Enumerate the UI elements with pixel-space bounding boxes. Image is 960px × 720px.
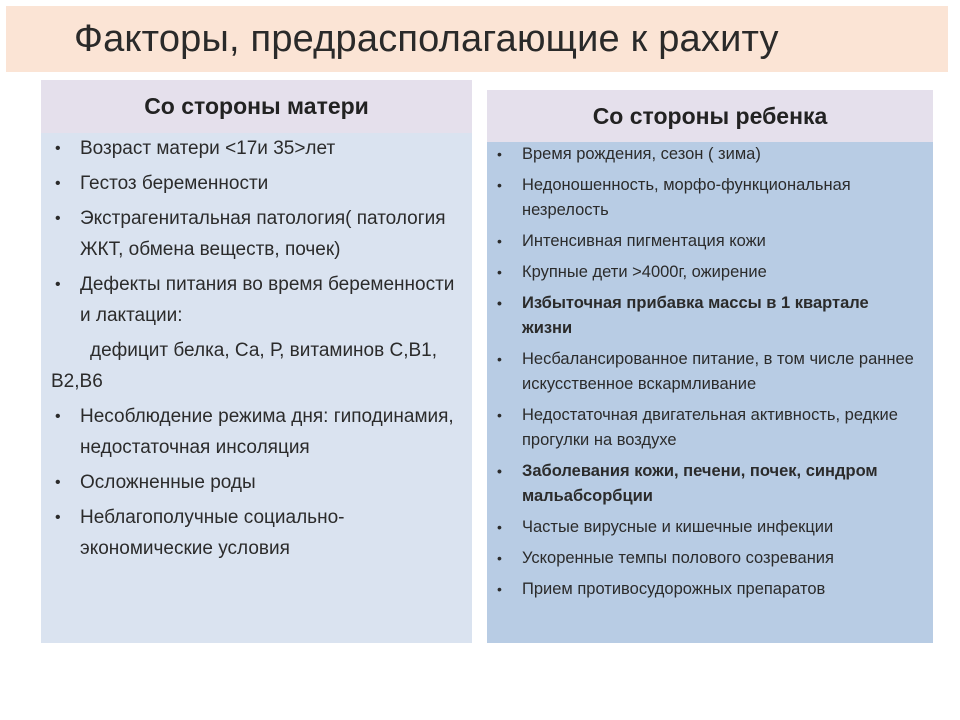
bullet-icon: •	[55, 210, 61, 227]
page-title: Факторы, предрасполагающие к рахиту	[74, 17, 779, 60]
list-item: • Дефекты питания во время беременности и лактации:	[41, 269, 472, 331]
list-item: • Недостаточная двигательная активность, редкие прогулки на воздухе	[487, 403, 933, 453]
bullet-icon: •	[55, 509, 61, 526]
list-item: • Экстрагенитальная патология( патология ЖКТ, обмена веществ, почек)	[41, 203, 472, 265]
bullet-icon: •	[497, 177, 502, 193]
bullet-icon: •	[497, 581, 502, 597]
bullet-icon: •	[55, 408, 61, 425]
bullet-icon: •	[497, 550, 502, 566]
bullet-icon: •	[497, 295, 502, 311]
child-column-header	[487, 90, 933, 142]
list-item: • Неблагополучные социально-экономические условия	[41, 502, 472, 564]
list-item: • Несоблюдение режима дня: гиподинамия, недостаточная инсоляция	[41, 401, 472, 463]
bullet-icon: •	[55, 175, 61, 192]
bullet-icon: •	[497, 351, 502, 367]
bullet-icon: •	[497, 463, 502, 479]
mother-column-header	[41, 80, 472, 133]
bullet-icon: •	[497, 146, 502, 162]
list-item: • Недоношенность, морфо-функциональная незрелость	[487, 173, 933, 223]
list-item: • Возраст матери <17и 35>лет	[41, 133, 472, 164]
bullet-icon: •	[497, 519, 502, 535]
deficiency-sub-line: дефицит белка, Са, Р, витаминов С,В1, В2,В6	[51, 340, 438, 392]
list-item: • Интенсивная пигментация кожи	[487, 229, 933, 254]
mother-column-body	[41, 133, 472, 643]
child-column-title: Со стороны ребенка	[592, 102, 828, 129]
mother-column-title: Со стороны матери	[144, 93, 369, 119]
bullet-icon: •	[55, 474, 61, 491]
list-item: • Избыточная прибавка массы в 1 квартале жизни	[487, 291, 933, 341]
bullet-icon: •	[497, 407, 502, 423]
title-bar	[6, 6, 948, 72]
child-factors-list	[487, 142, 933, 608]
bullet-icon: •	[55, 140, 61, 157]
list-item: • Прием противосудорожных препаратов	[487, 577, 933, 602]
list-item: • Ускоренные темпы полового созревания	[487, 546, 933, 571]
bullet-icon: •	[497, 264, 502, 280]
list-item: • Несбалансированное питание, в том числе раннее искусственное вскармливание	[487, 347, 933, 397]
bullet-icon: •	[497, 233, 502, 249]
list-item: • Время рождения, сезон ( зима)	[487, 142, 933, 167]
child-column-body	[487, 142, 933, 643]
list-item: • Заболевания кожи, печени, почек, синдром мальабсорбции	[487, 459, 933, 509]
list-item: • Частые вирусные и кишечные инфекции	[487, 515, 933, 540]
bullet-icon: •	[55, 276, 61, 293]
list-item: • Крупные дети >4000г, ожирение	[487, 260, 933, 285]
list-item: • Осложненные роды	[41, 467, 472, 498]
mother-factors-list	[41, 133, 472, 568]
list-item: • Гестоз беременности	[41, 168, 472, 199]
